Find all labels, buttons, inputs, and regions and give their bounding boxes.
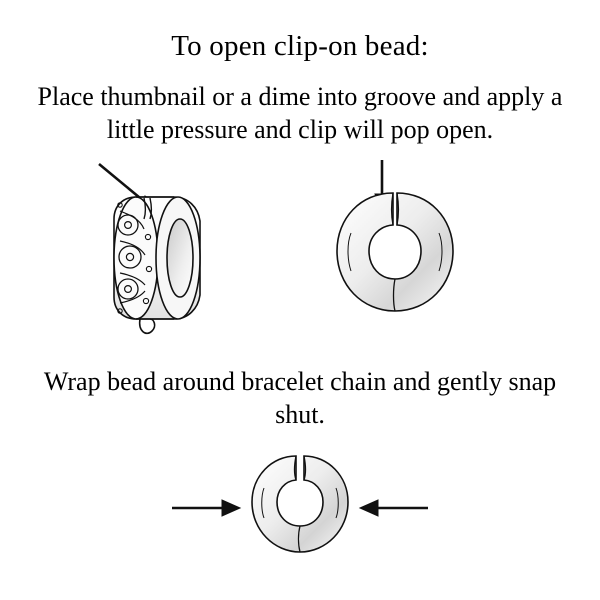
arrow-pressing-from-left [172,500,240,516]
step-1-instruction-text: Place thumbnail or a dime into groove and apply a little pressure and clip will pop open. [37,82,563,144]
step-2-instruction-text: Wrap bead around bracelet chain and gently snap shut. [43,367,557,429]
clip-bead-snap-shut-illustration [160,450,440,570]
arrow-pressing-from-right [360,500,428,516]
patterned-clip-on-bead-illustration [100,185,230,345]
open-clip-bead-front-view-illustration [325,185,465,325]
page-title: To open clip-on bead: [171,30,429,62]
